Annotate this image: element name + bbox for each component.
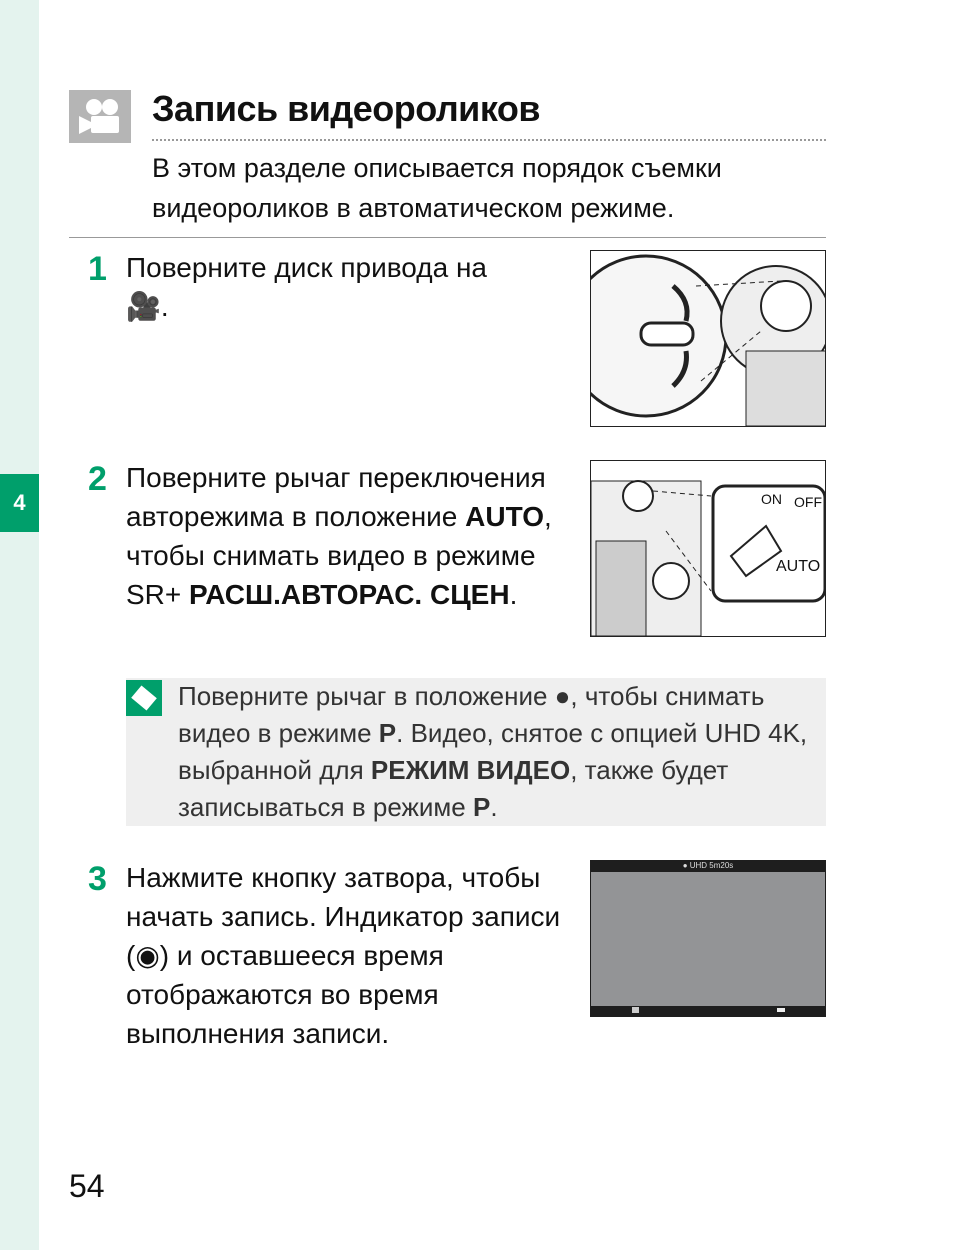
page-number: 54 — [69, 1168, 105, 1204]
chapter-tab[interactable]: 4 — [0, 474, 39, 532]
card-icon — [632, 1007, 639, 1013]
note-icon — [126, 680, 162, 716]
page-title: Запись видеороликов — [152, 88, 540, 129]
step-text: Поверните рычаг переключения авторежима в положение AUTO, чтобы снимать видео в режиме SR+ РАСШ.АВТОРАС. СЦЕН. — [126, 462, 552, 610]
off-label: OFF — [794, 494, 822, 510]
chapter-sidebar — [0, 0, 39, 1250]
movie-camera-icon — [69, 90, 131, 143]
intro-text: В этом разделе описывается порядок съемки видеороликов в автоматическом режиме. — [152, 153, 722, 223]
recording-status: ● UHD 5m20s — [682, 861, 734, 870]
live-view-area — [591, 872, 825, 1006]
step-number: 2 — [88, 460, 107, 498]
auto-switch-illustration — [590, 460, 826, 637]
on-label: ON — [761, 491, 782, 507]
battery-icon — [777, 1008, 785, 1012]
section-rule — [69, 237, 826, 238]
recording-screen-illustration — [590, 860, 826, 1017]
step-text: Нажмите кнопку затвора, чтобы начать запись. Индикатор записи (◉) и оставшееся время отображаются во время выполнения записи. — [126, 862, 561, 1049]
auto-label: AUTO — [776, 558, 821, 575]
drive-dial-illustration — [590, 250, 826, 427]
step-number: 1 — [88, 250, 107, 288]
step-text: Поверните диск привода на 🎥. — [126, 252, 487, 322]
title-divider — [152, 139, 826, 141]
note-text: Поверните рычаг в положение ●, чтобы снимать видео в режиме P. Видео, снятое с опцией UHD 4K, выбранной для РЕЖИМ ВИДЕО, также будет записываться в режиме P. — [178, 681, 808, 822]
note-box — [126, 678, 826, 826]
step-number: 3 — [88, 860, 107, 898]
